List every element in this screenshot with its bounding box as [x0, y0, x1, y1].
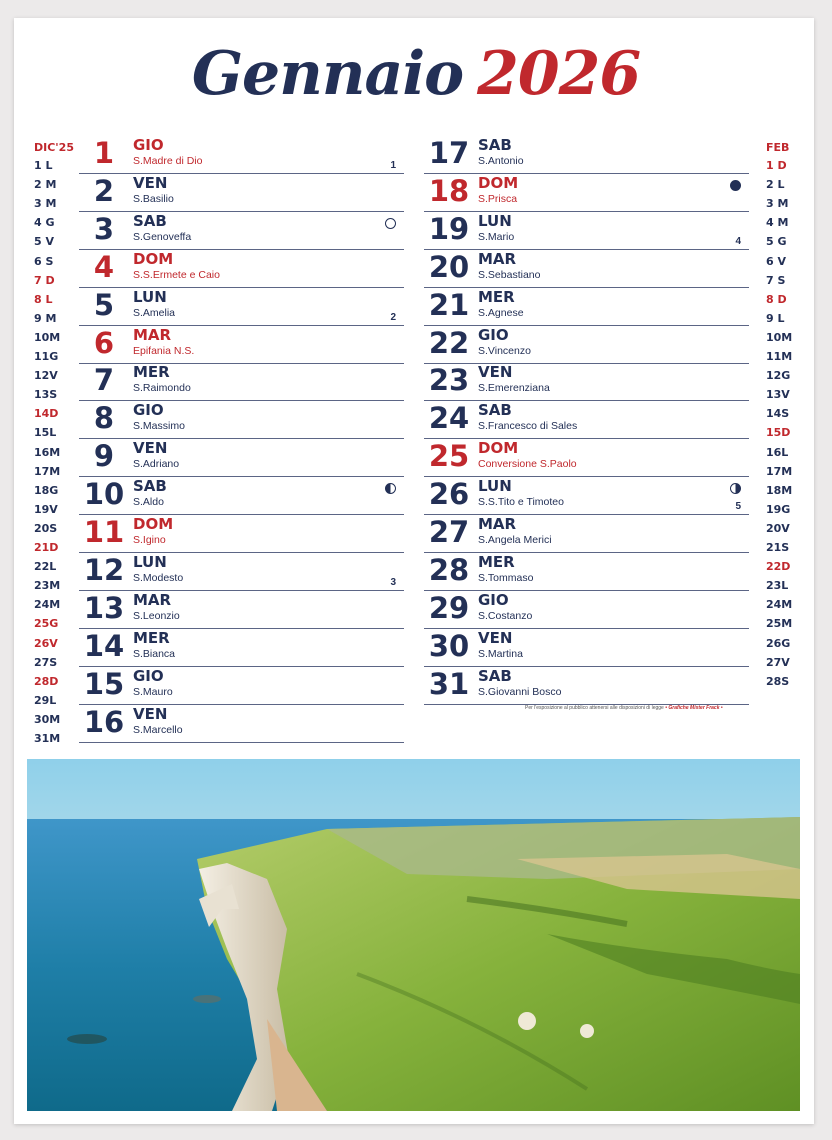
- weekday-name: DOM: [133, 249, 174, 268]
- weekday-name: GIO: [133, 401, 164, 420]
- next-month-day: 6 V: [766, 254, 786, 268]
- weekday-name: LUN: [133, 552, 167, 571]
- day-row: [79, 137, 404, 174]
- day-row: [79, 440, 404, 477]
- next-month-day: 28S: [766, 674, 790, 688]
- weekday-name: MER: [478, 552, 515, 571]
- prev-month-day: 23M: [34, 579, 61, 593]
- prev-month-day: 10M: [34, 330, 61, 344]
- coastal-cliffs-photo: [27, 759, 800, 1111]
- day-row: [79, 289, 404, 326]
- day-number: 28: [428, 552, 470, 587]
- month-title: Gennaio: [191, 39, 464, 109]
- day-row: [79, 668, 404, 705]
- landscape-illustration: [27, 759, 800, 1111]
- weekday-name: VEN: [133, 704, 168, 723]
- day-number: 12: [83, 552, 125, 587]
- saint-name: S.S.Ermete e Caio: [133, 268, 220, 281]
- day-row: [424, 289, 749, 326]
- day-number: 5: [93, 287, 115, 322]
- year-title: 2026: [477, 39, 641, 109]
- prev-month-day: 22L: [34, 560, 57, 574]
- saint-name: S.Modesto: [133, 571, 184, 584]
- saint-name: S.Tommaso: [478, 571, 534, 584]
- day-row: [79, 592, 404, 629]
- day-number: 17: [428, 136, 470, 170]
- prev-month-day: 2 M: [34, 178, 57, 192]
- weekday-name: MER: [133, 363, 170, 382]
- next-month-day: 7 S: [766, 273, 786, 287]
- week-number: 3: [390, 576, 396, 588]
- saint-name: S.Marcello: [133, 723, 183, 736]
- day-number: 13: [83, 590, 125, 625]
- day-number: 4: [93, 249, 115, 284]
- next-month-day: 15D: [766, 426, 791, 440]
- day-number: 16: [83, 704, 125, 739]
- saint-name: S.Massimo: [133, 420, 185, 433]
- day-row: [424, 175, 749, 212]
- weekday-name: VEN: [478, 363, 513, 382]
- weekday-name: MER: [133, 628, 170, 647]
- weekday-name: GIO: [133, 666, 164, 685]
- day-number: 27: [428, 515, 470, 549]
- day-row: [424, 478, 749, 515]
- prev-month-day: 20S: [34, 521, 58, 535]
- prev-month-day: 21D: [34, 541, 59, 554]
- day-row: [79, 213, 404, 250]
- saint-name: S.Sebastiano: [478, 268, 541, 281]
- saint-name: S.Antonio: [478, 155, 524, 167]
- next-month-day: 2 L: [766, 178, 785, 192]
- day-row: [79, 516, 404, 553]
- day-row: [79, 554, 404, 591]
- day-number: 18: [428, 173, 470, 208]
- prev-month-day: 16M: [34, 445, 61, 459]
- next-month-day: 8 D: [766, 292, 787, 306]
- day-row: [424, 554, 749, 591]
- weekday-name: SAB: [478, 401, 512, 420]
- next-month-day: 12G: [766, 369, 791, 383]
- saint-name: S.Angela Merici: [478, 534, 552, 546]
- prev-month-day: 31M: [34, 732, 61, 745]
- saint-name: S.Martina: [478, 647, 523, 660]
- prev-month-day: 8 L: [34, 292, 53, 306]
- saint-name: S.Agnese: [478, 306, 524, 319]
- next-month-day: 20V: [766, 521, 790, 535]
- prev-month-day: 25G: [34, 617, 59, 631]
- saint-name: Epifania N.S.: [133, 344, 195, 357]
- day-row: [79, 175, 404, 212]
- publisher-brand: • Grafiche Mister Frack •: [665, 705, 723, 711]
- day-number: 20: [428, 249, 470, 284]
- moon-phase-first-icon: [730, 483, 741, 494]
- saint-name: S.Mauro: [133, 685, 173, 698]
- next-month-day: 26G: [766, 636, 791, 650]
- legal-footnote: [525, 705, 723, 711]
- next-month-day: 16L: [766, 445, 789, 459]
- prev-month-header: DIC'25: [34, 141, 74, 154]
- day-number: 24: [428, 401, 470, 436]
- moon-phase-last-icon: [385, 483, 396, 494]
- day-row: [79, 327, 404, 364]
- prev-month-day: 19V: [34, 502, 58, 516]
- days-column-right: [424, 137, 749, 707]
- weekday-name: VEN: [478, 628, 513, 647]
- prev-month-day: 24M: [34, 598, 61, 612]
- day-row: [79, 478, 404, 515]
- day-row: [79, 706, 404, 743]
- saint-name: S.S.Tito e Timoteo: [478, 496, 564, 509]
- days-column-left: [79, 137, 404, 745]
- weekday-name: GIO: [478, 590, 509, 609]
- weekday-name: LUN: [478, 477, 512, 496]
- weekday-name: SAB: [478, 666, 512, 685]
- prev-month-day: 28D: [34, 674, 59, 688]
- next-month-day: 24M: [766, 598, 793, 612]
- day-number: 25: [428, 439, 470, 474]
- day-number: 14: [83, 628, 125, 663]
- day-number: 8: [93, 401, 115, 436]
- day-number: 21: [428, 287, 470, 322]
- week-number: 2: [390, 311, 396, 323]
- day-row: [424, 327, 749, 364]
- saint-name: S.Mario: [478, 230, 515, 243]
- week-number: 5: [735, 501, 741, 513]
- weekday-name: SAB: [478, 136, 512, 154]
- day-row: [79, 251, 404, 288]
- saint-name: S.Genoveffa: [133, 230, 192, 243]
- saint-name: S.Francesco di Sales: [478, 420, 578, 433]
- prev-month-day: 1 L: [34, 159, 53, 172]
- prev-month-day: 14D: [34, 407, 59, 421]
- weekday-name: DOM: [478, 439, 519, 458]
- prev-month-mini-calendar: [34, 141, 74, 745]
- prev-month-day: 3 M: [34, 197, 57, 211]
- next-month-header: FEB: [766, 141, 790, 154]
- day-number: 10: [83, 477, 125, 512]
- day-row: [424, 668, 749, 705]
- week-number: 4: [735, 235, 741, 247]
- prev-month-day: 17M: [34, 464, 61, 478]
- day-number: 6: [93, 325, 115, 360]
- saint-name: S.Bianca: [133, 647, 176, 660]
- day-number: 26: [428, 477, 470, 512]
- day-number: 15: [83, 666, 125, 701]
- next-month-day: 18M: [766, 483, 793, 497]
- weekday-name: DOM: [133, 515, 174, 533]
- weekday-name: SAB: [133, 211, 167, 230]
- next-month-day: 10M: [766, 330, 793, 344]
- moon-phase-new-icon: [730, 180, 741, 191]
- day-number: 22: [428, 325, 470, 360]
- weekday-name: LUN: [478, 211, 512, 230]
- prev-month-day: 27S: [34, 655, 58, 669]
- next-month-day: 11M: [766, 350, 793, 363]
- legal-notice: Per l'esposizione al pubblico attenersi alle disposizioni di legge: [525, 705, 664, 711]
- saint-name: S.Amelia: [133, 306, 176, 319]
- day-number: 1: [93, 136, 115, 170]
- saint-name: S.Aldo: [133, 496, 164, 509]
- saint-name: S.Madre di Dio: [133, 155, 203, 167]
- saint-name: S.Giovanni Bosco: [478, 685, 562, 698]
- next-month-day: 22D: [766, 560, 791, 574]
- next-month-day: 25M: [766, 617, 793, 631]
- weekday-name: SAB: [133, 477, 167, 496]
- day-row: [424, 213, 749, 250]
- day-number: 3: [93, 211, 115, 246]
- prev-month-day: 13S: [34, 388, 58, 402]
- saint-name: S.Costanzo: [478, 609, 533, 622]
- calendar-title: [0, 34, 832, 114]
- next-month-day: 5 G: [766, 235, 787, 249]
- next-month-day: 17M: [766, 464, 793, 478]
- saint-name: S.Basilio: [133, 192, 174, 205]
- prev-month-day: 26V: [34, 636, 58, 650]
- next-month-day: 19G: [766, 502, 791, 516]
- day-number: 31: [428, 666, 470, 701]
- day-row: [424, 440, 749, 477]
- weekday-name: GIO: [133, 136, 164, 154]
- prev-month-day: 5 V: [34, 235, 54, 249]
- day-row: [424, 630, 749, 667]
- saint-name: S.Adriano: [133, 458, 180, 471]
- day-number: 30: [428, 628, 470, 663]
- weekday-name: MAR: [133, 590, 172, 609]
- day-row: [424, 251, 749, 288]
- next-month-day: 9 L: [766, 311, 785, 325]
- weekday-name: MER: [478, 287, 515, 306]
- weekday-name: VEN: [133, 173, 168, 192]
- day-row: [79, 364, 404, 401]
- day-number: 7: [93, 363, 115, 398]
- day-row: [424, 402, 749, 439]
- day-number: 29: [428, 590, 470, 625]
- saint-name: S.Igino: [133, 534, 166, 546]
- next-month-day: 3 M: [766, 197, 789, 211]
- day-row: [79, 630, 404, 667]
- next-month-day: 21S: [766, 541, 790, 554]
- saint-name: S.Leonzio: [133, 609, 180, 622]
- prev-month-day: 7 D: [34, 273, 55, 287]
- day-row: [79, 402, 404, 439]
- saint-name: S.Emerenziana: [478, 382, 550, 395]
- weekday-name: VEN: [133, 439, 168, 458]
- saint-name: S.Raimondo: [133, 382, 191, 395]
- prev-month-day: 29L: [34, 693, 57, 707]
- weekday-name: LUN: [133, 287, 167, 306]
- day-number: 19: [428, 211, 470, 246]
- weekday-name: MAR: [133, 325, 172, 344]
- weekday-name: MAR: [478, 249, 517, 268]
- prev-month-day: 9 M: [34, 311, 57, 325]
- prev-month-day: 18G: [34, 483, 59, 497]
- weekday-name: DOM: [478, 173, 519, 192]
- prev-month-day: 12V: [34, 369, 58, 383]
- day-number: 9: [93, 439, 115, 474]
- prev-month-day: 30M: [34, 712, 61, 726]
- next-month-day: 23L: [766, 579, 789, 593]
- prev-month-day: 6 S: [34, 254, 54, 268]
- prev-month-day: 15L: [34, 426, 57, 440]
- week-number: 1: [390, 160, 396, 171]
- next-month-day: 4 M: [766, 216, 789, 230]
- day-number: 23: [428, 363, 470, 398]
- day-row: [424, 516, 749, 553]
- day-number: 2: [93, 173, 115, 208]
- next-month-day: 13V: [766, 388, 790, 402]
- day-row: [424, 364, 749, 401]
- next-month-day: 27V: [766, 655, 790, 669]
- prev-month-day: 4 G: [34, 216, 55, 230]
- next-month-day: 1 D: [766, 159, 787, 172]
- day-row: [424, 137, 749, 174]
- weekday-name: GIO: [478, 325, 509, 344]
- saint-name: Conversione S.Paolo: [478, 458, 577, 471]
- saint-name: S.Prisca: [478, 192, 518, 205]
- weekday-name: MAR: [478, 515, 517, 533]
- moon-phase-full-icon: [385, 218, 396, 229]
- day-row: [424, 592, 749, 629]
- next-month-mini-calendar: [766, 141, 806, 701]
- day-number: 11: [83, 515, 125, 549]
- saint-name: S.Vincenzo: [478, 344, 531, 357]
- next-month-day: 14S: [766, 407, 790, 421]
- prev-month-day: 11G: [34, 350, 59, 363]
